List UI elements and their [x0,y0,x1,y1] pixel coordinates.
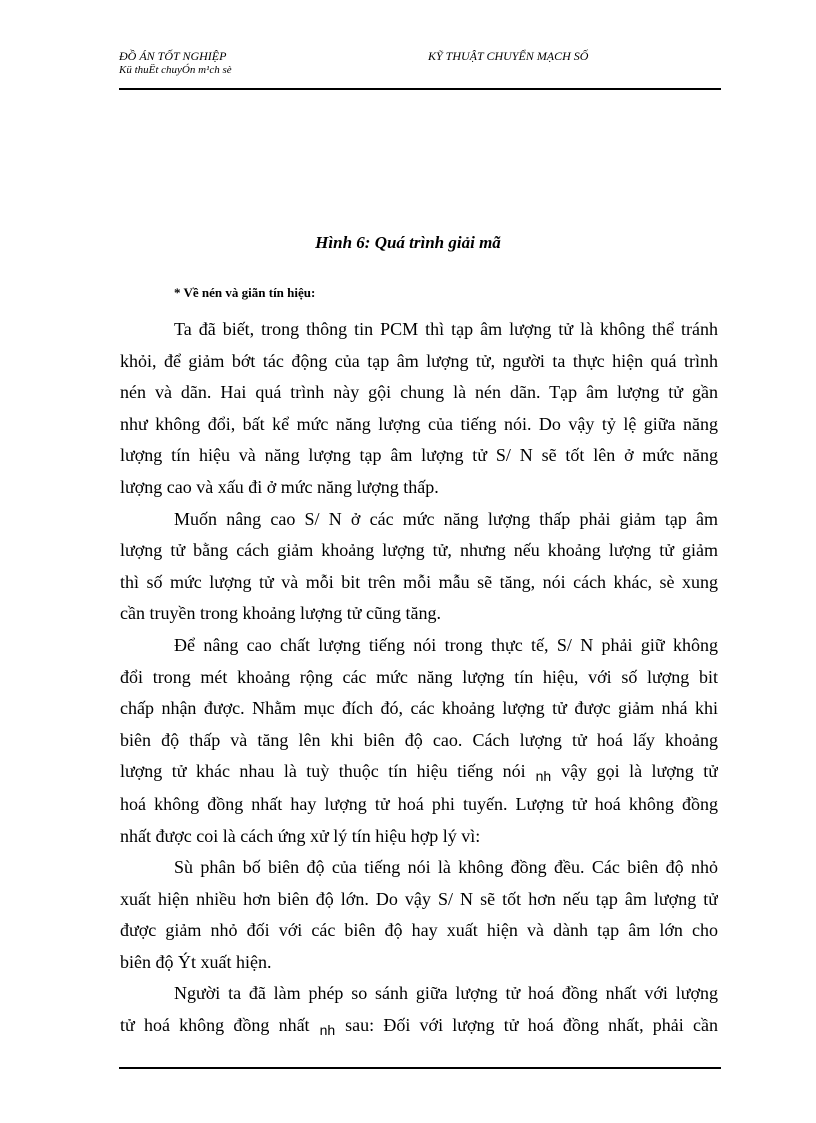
text-line [120,1010,718,1043]
text-line: Ta đã biết, trong thông tin PCM thì tạp âm lượng tử là không thể tránh [174,319,718,339]
header-right-title: KỸ THUẬT CHUYỂN MẠCH SỐ [428,49,589,63]
text-line: đổi trong mét khoảng rộng các mức năng lượng tín hiệu, với số lượng bit [120,666,718,687]
inline-nh-label: nh [319,1022,336,1039]
text-line: lượng tín hiệu và năng lượng tạp âm lượng tử S/ N sẽ tốt lên ở mức năng [120,445,718,466]
text-segment: lượng tử khác nhau là tuỳ thuộc tín hiệu tiếng nói [120,761,526,782]
text-line: khỏi, để giảm bớt tác động của tạp âm lượng tử, người ta thực hiện quá trình [120,350,718,371]
text-line: Sù phân bố biên độ của tiếng nói là không đồng đều. Các biên độ nhỏ [174,857,718,878]
footer-rule [119,1067,721,1069]
text-line: được giảm nhỏ đối với các biên độ hay xuất hiện và dành tạp âm lớn cho [120,920,718,941]
text-line: thì số mức lượng tử và mỗi bit trên mỗi mẫu sẽ tăng, nói cách khác, sè xung [120,571,718,592]
paragraph [120,852,718,978]
header-subject: Kü thuËt chuyÓn m¹ch sè [119,64,232,76]
text-line: hoá không đồng nhất hay lượng tử hoá phi tuyến. Lượng tử hoá không đồng [120,793,718,814]
text-line: xuất hiện nhiều hơn biên độ lớn. Do vậy S/ N sẽ tốt hơn nếu tạp âm lượng tử [120,888,718,909]
text-line: Muốn nâng cao S/ N ở các mức năng lượng thấp phải giảm tạp âm [174,508,718,529]
text-line: nhất được coi là cách ứng xử lý tín hiệu hợp lý vì: [120,825,481,846]
text-segment: vậy gọi là lượng tử [561,761,718,782]
text-line: lượng cao và xấu đi ở mức năng lượng thấp. [120,476,439,497]
header-left [119,49,232,77]
text-segment: tử hoá không đồng nhất [120,1015,310,1036]
text-line: lượng tử bằng cách giảm khoảng lượng tử, nhưng nếu khoảng lượng tử giảm [120,540,718,561]
text-line: nén và dãn. Hai quá trình này gội chung là nén dãn. Tạp âm lượng tử gần [120,382,718,403]
paragraph [120,504,718,630]
paragraph [120,314,718,504]
text-line: Người ta đã làm phép so sánh giữa lượng tử hoá đồng nhất với lượng [174,983,718,1004]
paragraph [120,978,718,1042]
text-line: Để nâng cao chất lượng tiếng nói trong thực tế, S/ N phải giữ không [174,634,718,655]
figure-caption: Hình 6: Quá trình giải mã [315,233,501,252]
text-segment: sau: Đối với lượng tử hoá đồng nhất, phải cần [345,1015,718,1036]
text-line: chấp nhận được. Nhằm mục đích đó, các khoảng lượng tử được giảm nhá khi [120,698,718,719]
text-line: như không đổi, bất kể mức năng lượng của tiếng nói. Do vậy tỷ lệ giữa năng [120,413,718,434]
text-line: cần truyền trong khoảng lượng tử cũng tăng. [120,603,441,624]
inline-nh-label: nh [535,768,552,785]
header-rule [119,88,721,90]
text-line: biên độ Ýt xuất hiện. [120,951,272,972]
text-line [120,756,718,789]
header-thesis-title: ĐỒ ÁN TỐT NGHIỆP [119,49,227,63]
section-heading: * Về nén và giãn tín hiệu: [174,285,316,300]
paragraph [120,630,718,852]
body-text [120,314,718,1043]
text-line: biên độ thấp và tăng lên khi biên độ cao. Cách lượng tử hoá lấy khoảng [120,729,718,750]
